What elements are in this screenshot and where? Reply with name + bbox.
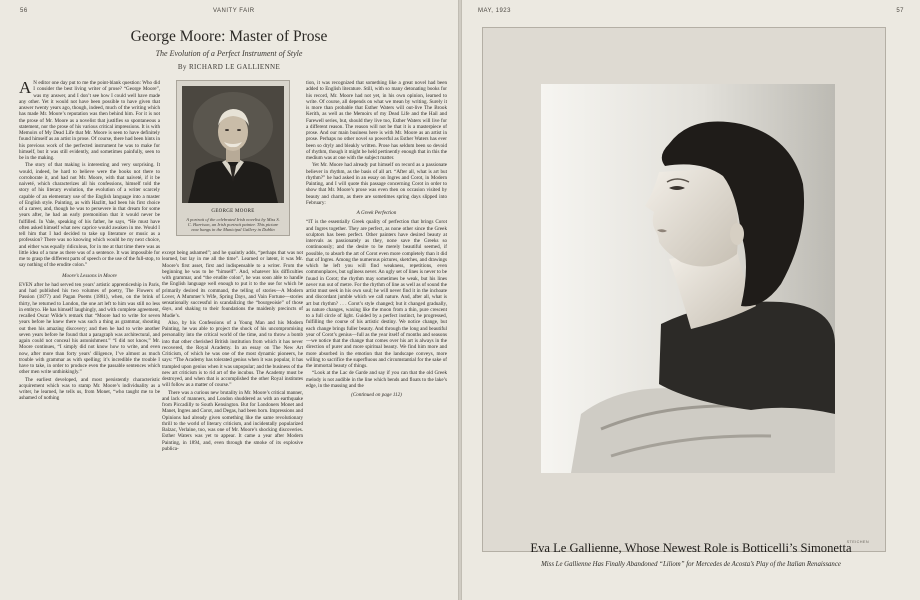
portrait-photograph <box>541 84 835 473</box>
paragraph: Also, by his Confessions of a Young Man and his Modern Painting, he was able to project the shock of his uncompromising personality into the critical world of the time, and to throw a bomb into that other cherished British institution from which it has never recovered, the Royal Academy. In an essay on The New Art Criticism, of which he was one of the most dynamic pioneers, he says: “The Academy has tolerated genius when it was popular, it has trampled upon genius when it was unpopular; and the business of the new art criticism is to rid art of the incubus. The Academy must be destroyed, and when that is accomplished the other Royal institutes will follow as a matter of course.” <box>162 319 303 389</box>
drop-cap: A <box>19 80 32 97</box>
portrait-caption: A portrait of the celebrated Irish novelist by Miss S. C. Harrison, an Irish portrait painter. This picture now hangs in the Municipal Gallery in Dublin <box>186 217 280 233</box>
photo-mount <box>482 27 886 552</box>
right-page <box>462 0 920 600</box>
photo-caption-subtitle: Miss Le Gallienne Has Finally Abandoned “Liliom” for Mercedes de Acosta’s Play of the Italian Renaissance <box>541 561 841 568</box>
article-subtitle: The Evolution of a Perfect Instrument of Style <box>155 49 303 58</box>
section-heading: A Greek Perfection <box>356 210 397 216</box>
page-number: 56 <box>20 8 28 14</box>
portrait-name: GEORGE MOORE <box>211 209 255 214</box>
magazine-name: VANITY FAIR <box>213 8 255 14</box>
portrait-figure <box>176 80 290 236</box>
continued-note: (Continued on page 112) <box>351 392 402 398</box>
article-column-1 <box>19 80 160 586</box>
paragraph: Yet Mr. Moore had already put himself on record as a passionate believer in rhythm, as the basis of all art. “After all, what is art but rhythm?” he had asked in an essay on Ingres and Corot, in Modern Painting, and I will quote this passage concerning Corot in order to show that Mr. Moore’s prose was even then on occasion visited by beauty and charm, as there are sometimes spring days slipped into February: <box>306 162 447 206</box>
section-heading: Moore’s Lessons in Moore <box>62 272 117 279</box>
paragraph: The earliest developed, and most persistently characteristic acquirement which was to stamp Mr. Moore’s individuality as a writer, he learned, he tells us, from Monet, “who taught me to be ashamed of nothing <box>19 376 160 402</box>
issue-date: MAY, 1923 <box>478 8 511 14</box>
paragraph: There was a curious new brutality in Mr. Moore’s critical manner, and lack of manners, and London shuddered as with an earthquake from Piccadilly to South Kensington. But for Londoners Monet and Manet, Ingres and Corot, and Degas, had been born. Impressions and Opinions had already given something like the same revolutionary thrill to the world of literary criticism, and incidentally popularized Balzac, Verlaine, too, was one of Mr. Moore’s shocking discoveries. Esther Waters was yet to appear. It came a year after Modern Painting, in 1894, and, even through the smoke of its explosive publica- <box>162 389 303 452</box>
portrait-image <box>182 86 284 203</box>
paragraph: “Look at the Lac de Garde and say if you can that the old Greek melody is not audible in the line which bends and floats to the lake’s edge, in the massing and the <box>306 370 447 389</box>
quoted-paragraph: “IT is the essentially Greek quality of perfection that brings Corot and Ingres together. They are perfect, as none other since the Greek sculptors has been perfect. Other painters have desired beauty at intervals as passionately as they, none save the Greeks so continuously; and the desire to be merely beautiful seemed, if possible, to absorb the art of Corot even more completely than it did that of Ingres. Among the numerous pictures, sketches, and drawings which he left you will find weakness, repetitions, even commonplaces, but ugliness never. An ugly set of lines is never to be found in Corot; the rhythm may sometimes be weak, but his lines never run out of metre. For the rhythm of line as well as of sound the artist must seek in his own soul; he will never find it in the inchoate and discordant jumble which we call nature. And, after all, what is art but rhythm? . . . Corot’s style changed; but it changed gradually, as nature changes, waxing like the moon from a thin, pure crescent to a full circle of light. Guided by a perfect instinct, he progressed, fulfilling the course of his artistic destiny. We notice change, but each change brings fuller beauty. And through the long and beautiful year of Corot’s genius—full as the year itself of months and seasons—we notice that the change that comes over his art is always in the direction of purer and more spiritual beauty. We find him more and more absorbed in the emotion that the landscape conveys, more willing to sacrifice the superfluous and circumstantial for the sake of the immortal beauty of things. <box>306 219 447 369</box>
opening-text: N editor one day put to me the point-blank question: Who did I consider the best living writer of prose? “George Moore”, was my answer, and I don’t see how I could well have made any other. Yet it would not have been possible to have given that answer twenty years ago, though, indeed, much of the writing which has made Mr. Moore’s reputation was then behind him. For it is not the prose of Mr. Moore as a novelist that justifies so spontaneous a statement, nor the prose of his various critical impressions. It is with Memoirs of My Dead Life that Mr. Moore is seen to have definitely found himself as an artist in prose. Of course, there had been hints in his previous work of the perfected instrument he was to make for himself, but it was still evidently, and sometimes painfully, seen to be in the making. <box>19 80 160 161</box>
paragraph: The story of that making is interesting and very surprising. It would, indeed, be hard to believe were the books not there to corroborate it, and had not Mr. Moore, with that naiveté, if it be naiveté, which characterizes all his confessions, himself told the story of his literary evolution, the evolution of a writer scarcely capable of an elementary use of the English language into a master of English style. Painting, as with Hazlitt, had been his first choice of a career, and, though he was to persevere in that dream for some years after, he had an early premonition that it would never be fulfilled. In Vale, speaking of his father, he says, “He must have often asked himself what new caprice would awaken in me. Would I tell him that I had decided to take up literature or music as a profession? There was no knowing which would be my next choice, and either was equally ridiculous, for in me at that time there was as little idea of a tune as there was of a sentence. It was impossible for me to grasp the different parts of speech or the use of the full-stop, to say nothing of the erudite colon.” <box>19 162 160 269</box>
opening-paragraph <box>19 80 160 161</box>
photo-credit: STEICHEN <box>846 540 869 544</box>
article-column-2 <box>162 250 303 586</box>
photo-caption-title: Eva Le Gallienne, Whose Newest Role is Botticelli’s Simonetta <box>530 541 852 555</box>
left-page <box>0 0 458 600</box>
article-title: George Moore: Master of Prose <box>130 28 328 45</box>
article-byline: By RICHARD LE GALLIENNE <box>177 63 281 71</box>
page-number: 57 <box>896 8 904 14</box>
paragraph: EVEN after he had served ten years’ artistic apprenticeship in Paris, and had published his two volumes of poetry, The Flowers of Passion (1877) and Pagan Poems (1881), when, on the brink of thirty, he returned to London, the one art left to him was still no less in embryo. He has himself laughingly, and with complete agreement, recalled Oscar Wilde’s remark that “Moore had to write for seven years before he knew there was such a thing as grammar, shouting out then his amazing discovery; and then he had to write another seven years before he found that a paragraph was architectural, and again could not conceal his astonishment.” “I did not know,” Mr. Moore continues, “I simply did not know how to write, and even now, after more than forty years’ diligence, I’ve almost as much trouble with grammar as with spelling; it’s incredible the trouble I have to take, in order to produce even the passable sentences which other men write unthinkingly.” <box>19 281 160 376</box>
article-column-3 <box>306 80 447 586</box>
paragraph: tion, it was recognized that something like a great novel had been added to English literature. Still, with so many detonating books for his record, Mr. Moore had not yet, in his own opinion, learned to write. Of course, all depends on what we mean by writing. Surely it is more than probable that Esther Waters will out-live The Brook Kerith, as well as the Memoirs of my Dead Life and the Hail and Farewell series, but, should they live too, Esther Waters will live for a different reason. The reason will not be that it is a masterpiece of prose. And our main business here is with Mr. Moore as an artist in prose. Perhaps no other novel so powerful as Esther Waters has ever been so dryly and bleakly written. Prose has seldom been so devoid of rhythm, though it might be held pertinently enough that in this the medium was at one with the subject matter. <box>306 80 447 161</box>
paragraph: except being ashamed”; and he quaintly adds, “perhaps that was not learned, but lay in me all the time”. Learned or latent, it was Mr. Moore’s first asset, first and indispensable to a writer. From the beginning he was to be “himself”. And, whatever his difficulties with grammar, and “the erudite colon”, he was soon able to handle the English language well enough to put it to the use for which he primarily desired its command, the telling of stories—A Modern Lover, A Mummer’s Wife, Spring Days, and Vain Fortune—stories sensationally successful in scandalizing the “bourgeoisie” of those days, and shaking to their foundations the maidenly precincts of Mudie’s. <box>162 250 303 319</box>
